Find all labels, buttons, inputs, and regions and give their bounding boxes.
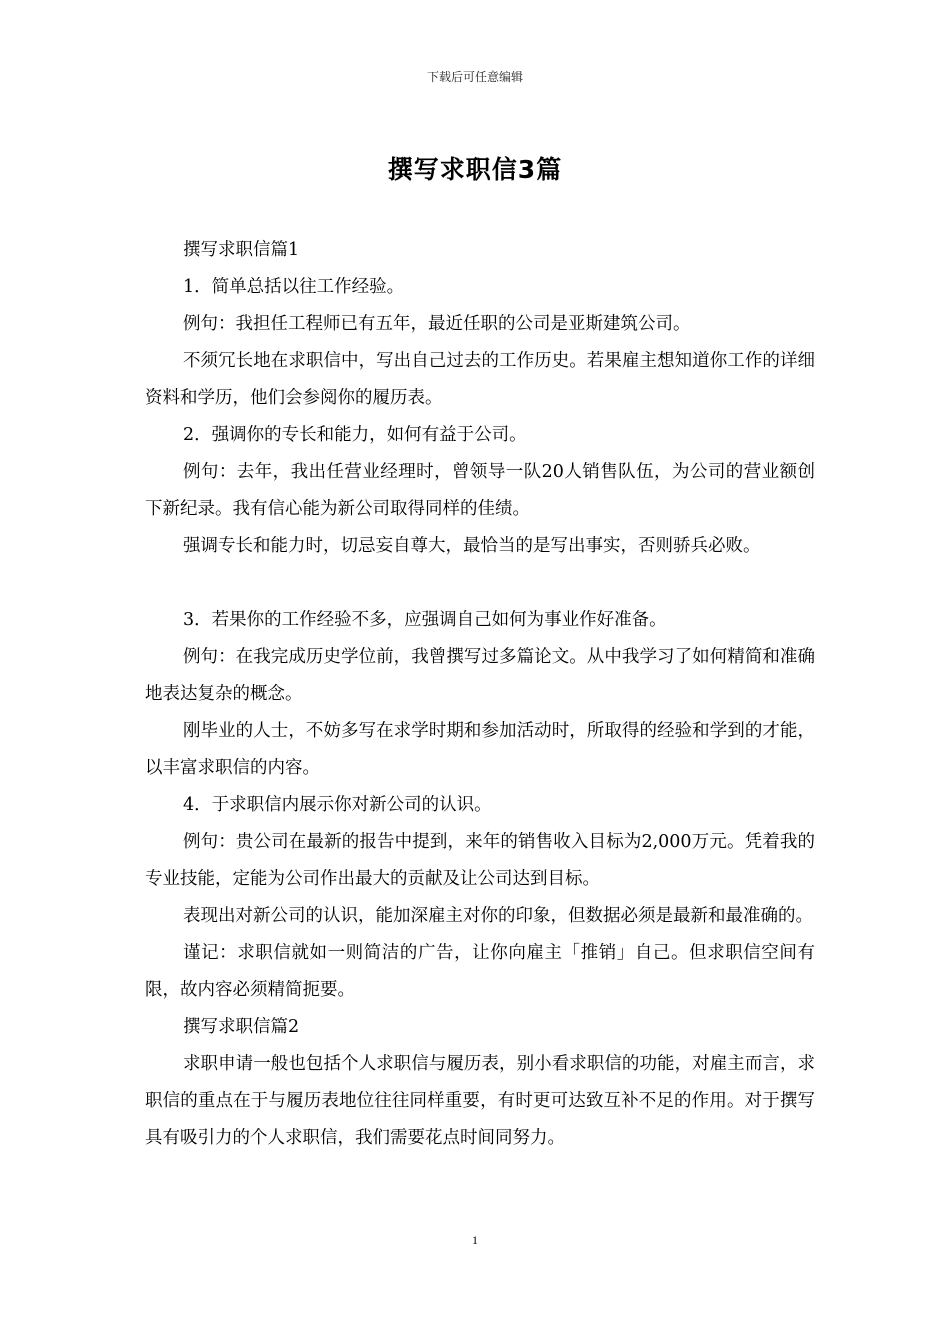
body-paragraph: 表现出对新公司的认识，能加深雇主对你的印象，但数据必须是最新和最准确的。 [183, 906, 813, 926]
numbered-point: 3．若果你的工作经验不多，应强调自己如何为事业作好准备。 [183, 610, 667, 630]
example-paragraph: 例句：贵公司在最新的报告中提到，来年的销售收入目标为2,000万元。凭着我的专业技能，定能为公司作出最大的贡献及让公司达到目标。 [145, 832, 815, 889]
numbered-point: 2．强调你的专长和能力，如何有益于公司。 [183, 425, 527, 445]
header-note: 下载后可任意编辑 [426, 70, 523, 84]
section-heading: 撰写求职信篇2 [183, 1017, 300, 1037]
numbered-point: 4．于求职信内展示你对新公司的认识。 [183, 795, 492, 815]
body-paragraph: 刚毕业的人士，不妨多写在求学时期和参加活动时，所取得的经验和学到的才能，以丰富求职信的内容。 [145, 721, 815, 778]
body-paragraph: 强调专长和能力时，切忌妄自尊大，最恰当的是写出事实，否则骄兵必败。 [183, 536, 761, 556]
reminder-paragraph: 谨记：求职信就如一则简洁的广告，让你向雇主「推销」自己。但求职信空间有限，故内容必须精简扼要。 [145, 943, 815, 1000]
example-paragraph: 例句：在我完成历史学位前，我曾撰写过多篇论文。从中我学习了如何精简和准确地表达复杂的概念。 [145, 647, 815, 704]
document-title: 撰写求职信3篇 [387, 155, 563, 184]
body-paragraph: 不须冗长地在求职信中，写出自己过去的工作历史。若果雇主想知道你工作的详细资料和学历，他们会参阅你的履历表。 [145, 351, 815, 408]
example-paragraph: 例句：我担任工程师已有五年，最近任职的公司是亚斯建筑公司。 [183, 314, 691, 334]
page-number: 1 [472, 1233, 478, 1247]
body-paragraph: 求职申请一般也包括个人求职信与履历表，别小看求职信的功能，对雇主而言，求职信的重点在于与履历表地位往往同样重要，有时更可达致互补不足的作用。对于撰写具有吸引力的个人求职信，我们需要花点时间同努力。 [145, 1054, 815, 1148]
numbered-point: 1．简单总括以往工作经验。 [183, 277, 405, 297]
document-body [145, 232, 815, 1157]
example-paragraph: 例句：去年，我出任营业经理时，曾领导一队20人销售队伍，为公司的营业额创下新纪录。我有信心能为新公司取得同样的佳绩。 [145, 462, 815, 519]
section-heading: 撰写求职信篇1 [183, 240, 300, 260]
